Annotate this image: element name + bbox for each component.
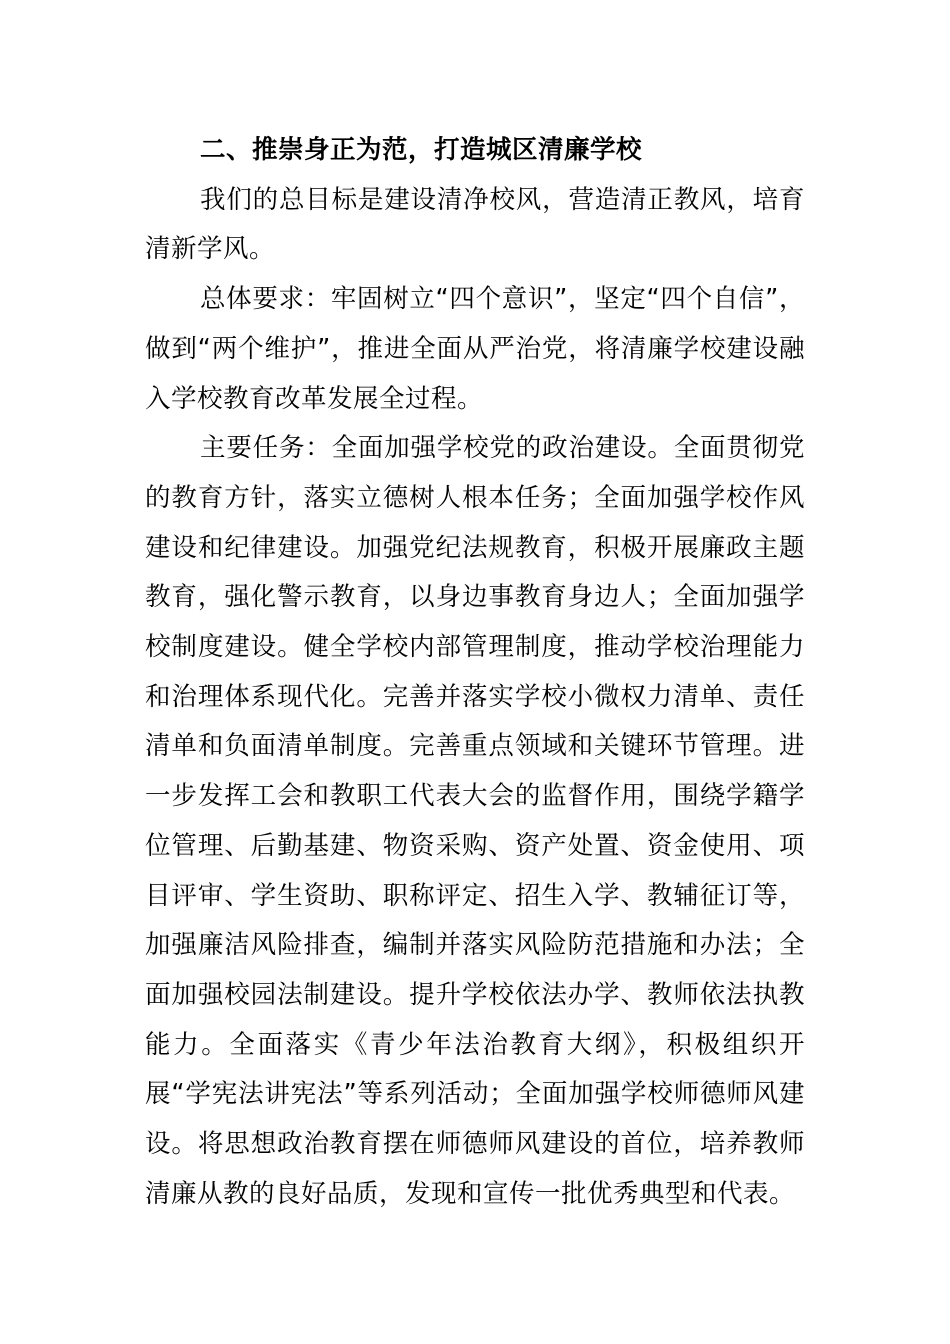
document-body [145, 126, 805, 1219]
paragraph-tasks: 主要任务：全面加强学校党的政治建设。全面贯彻党的教育方针，落实立德树人根本任务；全面加强学校作风建设和纪律建设。加强党纪法规教育，积极开展廉政主题教育，强化警示教育，以身边事教育身边人；全面加强学校制度建设。健全学校内部管理制度，推动学校治理能力和治理体系现代化。完善并落实学校小微权力清单、责任清单和负面清单制度。完善重点领域和关键环节管理。进一步发挥工会和教职工代表大会的监督作用，围绕学籍学位管理、后勤基建、物资采购、资产处置、资金使用、项目评审、学生资助、职称评定、招生入学、教辅征订等，加强廉洁风险排查，编制并落实风险防范措施和办法；全面加强校园法制建设。提升学校依法办学、教师依法执教能力。全面落实《青少年法治教育大纲》，积极组织开展“学宪法讲宪法”等系列活动；全面加强学校师德师风建设。将思想政治教育摆在师德师风建设的首位，培养教师清廉从教的良好品质，发现和宣传一批优秀典型和代表。 [145, 433, 805, 1209]
section-heading: 二、推崇身正为范，打造城区清廉学校 [200, 135, 643, 165]
paragraph-requirements: 总体要求：牢固树立“四个意识”，坚定“四个自信”，做到“两个维护”，推进全面从严治党，将清廉学校建设融入学校教育改革发展全过程。 [145, 284, 805, 414]
paragraph-goal: 我们的总目标是建设清净校风，营造清正教风，培育清新学风。 [145, 184, 805, 265]
